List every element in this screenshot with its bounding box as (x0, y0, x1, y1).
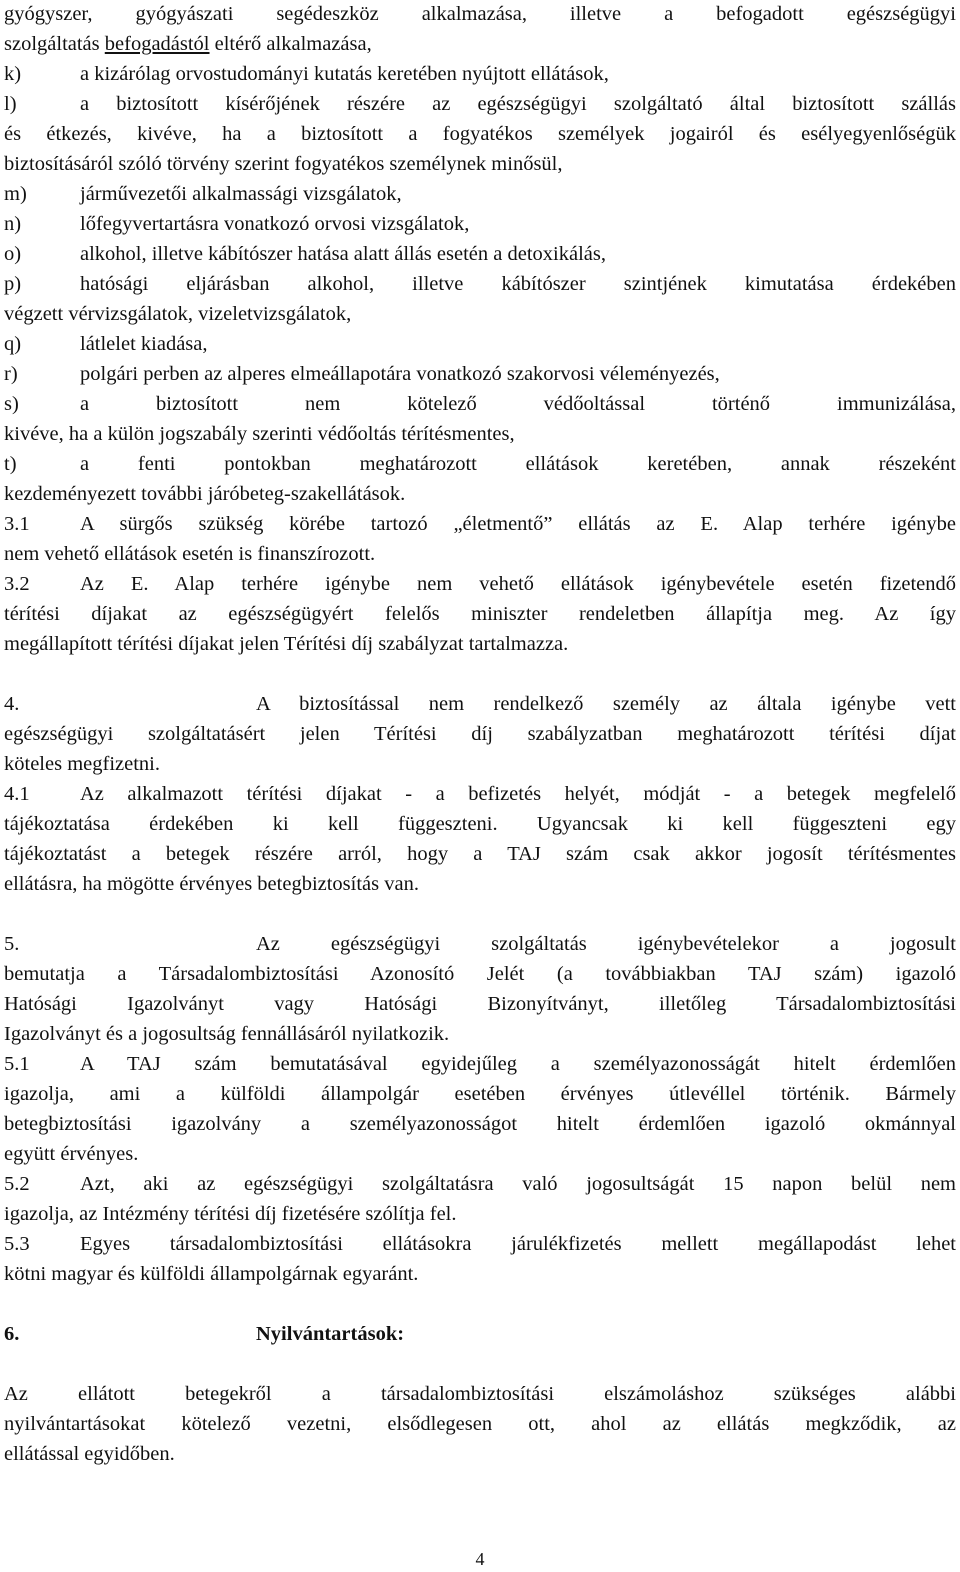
text-line: bemutatja a Társadalombiztosítási Azonosító Jelét (a továbbiakban TAJ szám) igazoló (4, 963, 956, 985)
list-text: a biztosított nem kötelező védőoltással történő immunizálása, (80, 393, 956, 415)
list-item-r (4, 362, 956, 392)
section-number: 4. (4, 693, 20, 715)
text-line: megállapított térítési díjakat jelen Térítési díj szabályzat tartalmazza. (4, 633, 569, 655)
text-line: köteles megfizetni. (4, 753, 160, 775)
text-line: térítési díjakat az egészségügyért felelős miniszter rendeletben állapítja meg. Az így (4, 603, 956, 625)
list-text: járművezetői alkalmassági vizsgálatok, (80, 183, 402, 205)
section-text: Az egészségügyi szolgáltatás igénybevételekor a jogosult (256, 933, 956, 955)
section-text: Egyes társadalombiztosítási ellátásokra járulékfizetés mellett megállapodást lehet (80, 1233, 956, 1255)
list-item-q (4, 332, 956, 362)
text-line: gyógyszer, gyógyászati segédeszköz alkalmazása, illetve a befogadott egészségügyi (4, 3, 956, 25)
section-6-heading (4, 1322, 956, 1352)
list-item-n (4, 212, 956, 242)
list-label: o) (4, 243, 22, 265)
list-text: látlelet kiadása, (80, 333, 208, 355)
list-label: p) (4, 273, 22, 295)
section-text: Azt, aki az egészségügyi szolgáltatásra való jogosultságát 15 napon belül nem (80, 1173, 956, 1195)
text-line: egészségügyi szolgáltatásért jelen Térítési díj szabályzatban meghatározott térítési díjat (4, 723, 956, 745)
list-item-t (4, 452, 956, 482)
list-text: a fenti pontokban meghatározott ellátások keretében, annak részeként (80, 453, 956, 475)
list-text: a kizárólag orvostudományi kutatás keretében nyújtott ellátások, (80, 63, 609, 85)
text-line: együtt érvényes. (4, 1143, 139, 1165)
text-line: nem vehető ellátások esetén is finanszírozott. (4, 543, 376, 565)
text-line: ellátásra, ha mögötte érvényes betegbiztosítás van. (4, 873, 419, 895)
text-line: biztosításáról szóló törvény szerint fogyatékos személynek minősül, (4, 153, 563, 175)
text-line: igazolja, ami a külföldi állampolgár esetében érvényes útlevéllel történik. Bármely (4, 1083, 956, 1105)
section-number: 5.3 (4, 1233, 30, 1255)
text-line: tájékoztatást a betegek részére arról, hogy a TAJ szám csak akkor jogosít térítésmentes (4, 843, 956, 865)
text-line: tájékoztatása érdekében ki kell függeszteni. Ugyancsak ki kell függeszteni egy (4, 813, 956, 835)
section-text: Az E. Alap terhére igénybe nem vehető ellátások igénybevétele esetén fizetendő (80, 573, 956, 595)
list-text: hatósági eljárásban alkohol, illetve kábítószer szintjének kimutatása érdekében (80, 273, 956, 295)
list-item-k (4, 62, 956, 92)
section-number: 3.2 (4, 573, 30, 595)
text-line: Igazolványt és a jogosultság fennállásáról nyilatkozik. (4, 1023, 450, 1045)
text-line: Hatósági Igazolványt vagy Hatósági Bizonyítványt, illetőleg Társadalombiztosítási (4, 993, 956, 1015)
list-label: s) (4, 393, 19, 415)
section-3-2 (4, 572, 956, 602)
section-number: 5.1 (4, 1053, 30, 1075)
section-text: A biztosítással nem rendelkező személy az általa igénybe vett (256, 693, 956, 715)
list-label: t) (4, 453, 17, 475)
section-number: 4.1 (4, 783, 30, 805)
section-3-1 (4, 512, 956, 542)
section-5-3 (4, 1232, 956, 1262)
list-text: a biztosított kísérőjének részére az egészségügyi szolgáltató által biztosított szállás (80, 93, 956, 115)
text-fragment: eltérő alkalmazása, (209, 33, 372, 55)
text-line: kötni magyar és külföldi állampolgárnak egyaránt. (4, 1263, 419, 1285)
section-4 (4, 692, 956, 722)
list-item-s (4, 392, 956, 422)
section-text: A TAJ szám bemutatásával egyidejűleg a személyazonosságát hitelt érdemlően (80, 1053, 956, 1075)
section-number: 5. (4, 933, 20, 955)
section-title: Nyilvántartások: (256, 1323, 405, 1345)
list-item-p (4, 272, 956, 302)
list-label: m) (4, 183, 27, 205)
section-5 (4, 932, 956, 962)
list-item-l (4, 92, 956, 122)
text-line: betegbiztosítási igazolvány a személyazonosságot hitelt érdemlően igazoló okmánnyal (4, 1113, 956, 1135)
section-number: 3.1 (4, 513, 30, 535)
text-line: ellátással egyidőben. (4, 1443, 175, 1465)
text-line: kivéve, ha a külön jogszabály szerinti védőoltás térítésmentes, (4, 423, 515, 445)
section-4-1 (4, 782, 956, 812)
underlined-word: befogadástól (104, 33, 210, 55)
list-item-o (4, 242, 956, 272)
list-label: k) (4, 63, 22, 85)
section-text: A sürgős szükség körébe tartozó „életmentő” ellátás az E. Alap terhére igénybe (80, 513, 956, 535)
list-label: l) (4, 93, 17, 115)
section-text: Az alkalmazott térítési díjakat - a befizetés helyét, módját - a betegek megfelelő (80, 783, 956, 805)
list-label: n) (4, 213, 22, 235)
section-number: 5.2 (4, 1173, 30, 1195)
text-line: Az ellátott betegekről a társadalombiztosítási elszámoláshoz szükséges alábbi (4, 1383, 956, 1405)
section-number: 6. (4, 1323, 20, 1345)
text-line: és étkezés, kivéve, ha a biztosított a fogyatékos személyek jogairól és esélyegyenlőségük (4, 123, 956, 145)
list-label: r) (4, 363, 18, 385)
text-line: nyilvántartásokat kötelező vezetni, elsődlegesen ott, ahol az ellátás megkződik, az (4, 1413, 956, 1435)
text-fragment: szolgáltatás (4, 33, 105, 55)
page-number: 4 (475, 1549, 485, 1569)
section-5-2 (4, 1172, 956, 1202)
text-line: igazolja, az Intézmény térítési díj fizetésére szólítja fel. (4, 1203, 457, 1225)
list-text: polgári perben az alperes elmeállapotára vonatkozó szakorvosi véleményezés, (80, 363, 720, 385)
list-label: q) (4, 333, 22, 355)
list-item-m (4, 182, 956, 212)
section-5-1 (4, 1052, 956, 1082)
list-text: lőfegyvertartásra vonatkozó orvosi vizsgálatok, (80, 213, 470, 235)
text-line: végzett vérvizsgálatok, vizeletvizsgálatok, (4, 303, 352, 325)
list-text: alkohol, illetve kábítószer hatása alatt állás esetén a detoxikálás, (80, 243, 606, 265)
text-line (4, 32, 956, 62)
text-line: kezdeményezett további járóbeteg-szakellátások. (4, 483, 406, 505)
